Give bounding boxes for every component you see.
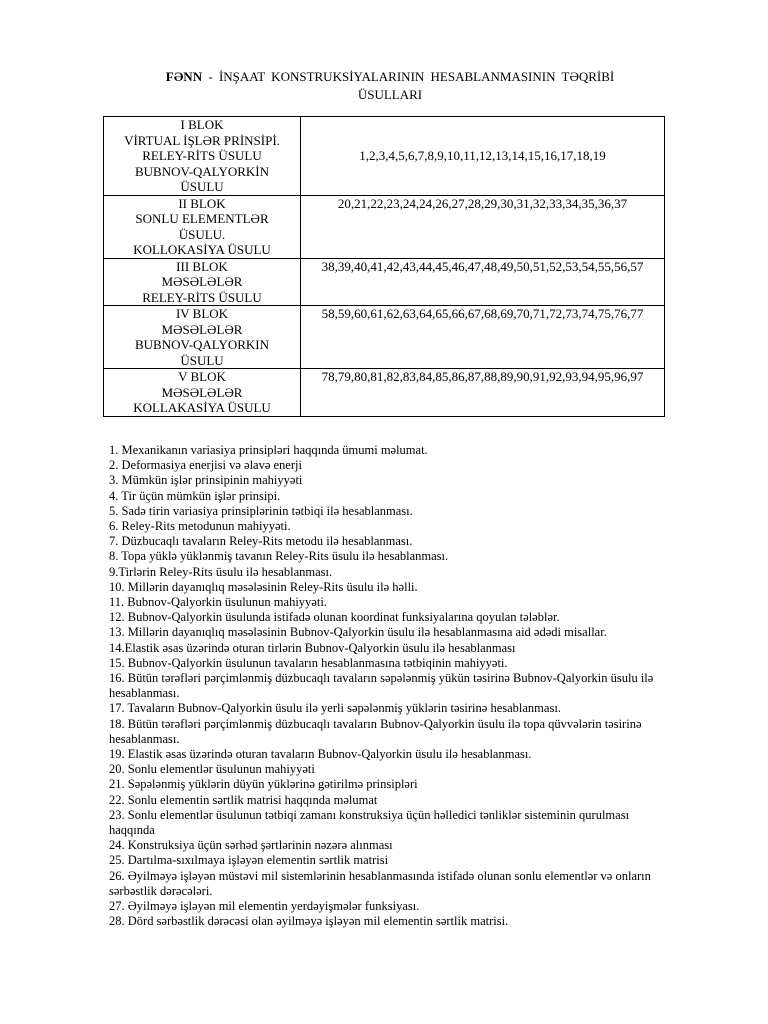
block-row	[104, 306, 665, 369]
block-name-cell	[104, 258, 301, 306]
topic-item: 17. Tavaların Bubnov-Qalyorkin üsulu ilə yerli səpələnmiş yüklərin təsirinə hesablanması.	[109, 701, 561, 716]
title-line-2: ÜSULLARI	[357, 87, 423, 102]
block-name-line: MƏSƏLƏLƏR	[161, 274, 243, 289]
block-row	[104, 195, 665, 258]
block-question-numbers: 78,79,80,81,82,83,84,85,86,87,88,89,90,91,92,93,94,95,96,97	[301, 369, 665, 417]
topic-item: 6. Reley-Rits metodunun mahiyyəti.	[109, 519, 291, 534]
topic-item: 2. Deformasiya enerjisi və əlavə enerji	[109, 458, 302, 473]
topic-item: 4. Tir üçün mümkün işlər prinsipi.	[109, 488, 281, 503]
topic-item: 23. Sonlu elementlər üsulunun tətbiqi zamanı konstruksiya üçün həlledici tənliklər sisteminin qurulması haqqında	[109, 807, 630, 838]
block-name-line: KOLLOKASİYA ÜSULU	[133, 242, 271, 257]
topic-item: 1. Mexanikanın variasiya prinsipləri haqqında ümumi məlumat.	[109, 443, 428, 457]
block-name-line: VİRTUAL İŞLƏR PRİNSİPİ.	[124, 132, 280, 148]
topic-item: 16. Bütün tərəfləri pərçimlənmiş düzbucaqlı tavaların səpələnmiş yükün təsirinə Bubnov-Qalyorkin üsulu ilə hesablanması.	[109, 671, 654, 701]
block-question-numbers: 1,2,3,4,5,6,7,8,9,10,11,12,13,14,15,16,17,18,19	[301, 117, 665, 196]
document-title	[110, 68, 670, 104]
topic-item: 8. Topa yüklə yüklənmiş tavanın Reley-Rits üsulu ilə hesablanması.	[109, 549, 449, 564]
topic-item: 12. Bubnov-Qalyorkin üsulunda istifadə olunan koordinat funksiyalarına qoyulan tələblər.	[109, 610, 560, 625]
topic-item: 15. Bubnov-Qalyorkin üsulunun tavaların hesablanmasına tətbiqinin mahiyyəti.	[109, 655, 508, 670]
block-name-line: MƏSƏLƏLƏR	[161, 321, 243, 337]
topic-item: 11. Bubnov-Qalyorkin üsulunun mahiyyəti.	[109, 595, 327, 610]
block-row	[104, 117, 665, 196]
blocks-table	[103, 116, 665, 417]
block-name-cell	[104, 306, 301, 369]
block-name-cell	[104, 369, 301, 417]
topic-item: 26. Əyilməyə işləyən müstəvi mil sistemlərinin hesablanmasında istifadə olunan sonlu elementlər və onların sərbəstlik dərəcələri.	[109, 868, 651, 898]
block-name-line: ÜSULU.	[178, 226, 226, 242]
title-separator: -	[202, 69, 219, 84]
topic-item: 5. Sadə tirin variasiya prinsiplərinin tətbiqi ilə hesablanması.	[109, 503, 413, 518]
topic-item: 14.Elastik əsas üzərində oturan tirlərin Bubnov-Qalyorkin üsulu ilə hesablanması	[109, 640, 516, 655]
block-name-line: ÜSULU	[180, 179, 224, 194]
block-name-line: RELEY-RİTS ÜSULU	[142, 289, 262, 305]
block-name-line: ÜSULU	[180, 352, 224, 368]
block-row	[104, 258, 665, 306]
block-name-line: RELEY-RİTS ÜSULU	[142, 148, 262, 163]
block-name-line: IV BLOK	[175, 306, 229, 321]
block-name-line: SONLU ELEMENTLƏR	[135, 211, 269, 226]
topic-item: 27. Əyilməyə işləyən mil elementin yerdəyişmələr funksiyası.	[109, 899, 420, 914]
topic-item: 19. Elastik əsas üzərində oturan tavaların Bubnov-Qalyorkin üsulu ilə hesablanması.	[109, 747, 532, 762]
topics-list	[109, 443, 654, 930]
block-row	[104, 369, 665, 417]
topic-item: 3. Mümkün işlər prinsipinin mahiyyəti	[109, 473, 303, 488]
block-name-line: III BLOK	[176, 258, 228, 274]
topic-item: 24. Konstruksiya üçün sərhəd şərtlərinin nəzərə alınması	[109, 838, 393, 853]
block-name-line: V BLOK	[178, 369, 226, 384]
topic-item: 7. Düzbucaqlı tavaların Reley-Rits metodu ilə hesablanması.	[109, 534, 413, 549]
topic-item: 18. Bütün tərəfləri pərçimlənmiş düzbucaqlı tavaların Bubnov-Qalyorkin üsulu ilə topa qüvvələrin təsirinə hesablanması.	[109, 716, 642, 746]
topic-item: 13. Millərin dayanıqlıq məsələsinin Bubnov-Qalyorkin üsulu ilə hesablanmasına aid ədədi misallar.	[109, 625, 607, 640]
topic-item: 25. Dartılma-sıxılmaya işləyən elementin sərtlik matrisi	[109, 853, 389, 868]
block-name-line: BUBNOV-QALYORKIN	[135, 337, 269, 352]
topic-item: 10. Millərin dayanıqlıq məsələsinin Reley-Rits üsulu ilə həlli.	[109, 579, 418, 594]
block-name-line: I BLOK	[180, 117, 224, 132]
topic-item: 9.Tirlərin Reley-Rits üsulu ilə hesablanması.	[109, 564, 333, 579]
topic-item: 28. Dörd sərbəstlik dərəcəsi olan əyilməyə işləyən mil elementin sərtlik matrisi.	[109, 914, 509, 929]
topic-item: 20. Sonlu elementlər üsulunun mahiyyəti	[109, 762, 315, 777]
block-name-cell	[104, 195, 301, 258]
block-name-line: BUBNOV-QALYORKİN	[135, 163, 269, 179]
topic-item: 21. Səpələnmiş yüklərin düyün yüklərinə gətirilmə prinsipləri	[109, 777, 418, 792]
blocks-table-body	[104, 117, 665, 417]
topic-item: 22. Sonlu elementin sərtlik matrisi haqqında məlumat	[109, 792, 378, 807]
block-name-line: II BLOK	[178, 195, 226, 211]
block-question-numbers: 20,21,22,23,24,24,26,27,28,29,30,31,32,33,34,35,36,37	[301, 195, 665, 258]
block-question-numbers: 58,59,60,61,62,63,64,65,66,67,68,69,70,71,72,73,74,75,76,77	[301, 306, 665, 369]
block-name-line: KOLLAKASİYA ÜSULU	[133, 400, 271, 415]
block-name-cell	[104, 117, 301, 196]
block-question-numbers: 38,39,40,41,42,43,44,45,46,47,48,49,50,51,52,53,54,55,56,57	[301, 258, 665, 306]
title-main: İNŞAAT KONSTRUKSİYALARININ HESABLANMASININ TƏQRİBİ	[218, 69, 615, 84]
block-name-line: MƏSƏLƏLƏR	[161, 384, 243, 400]
title-prefix: FƏNN	[165, 69, 203, 84]
title-line-1	[110, 68, 670, 86]
